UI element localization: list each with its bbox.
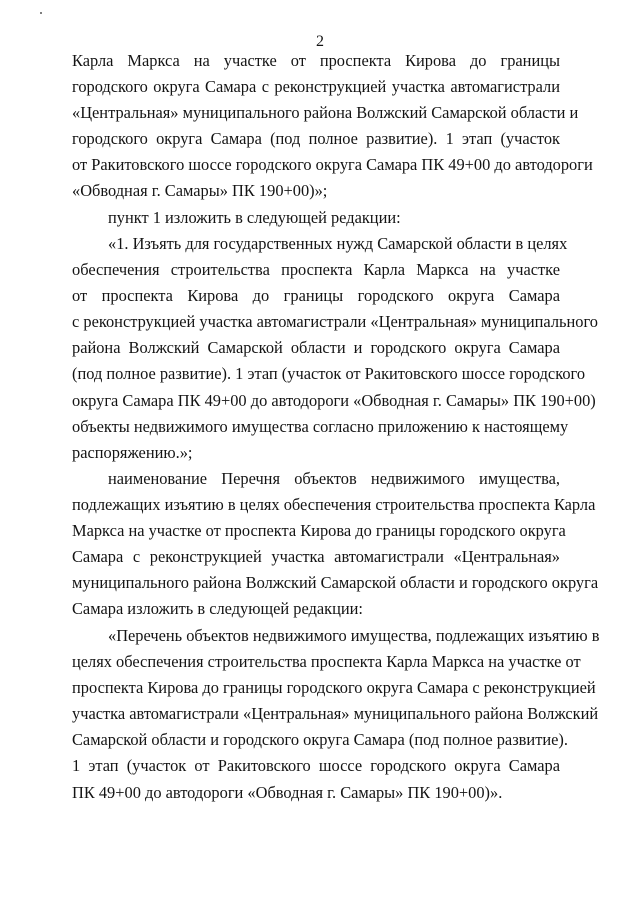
page-number: 2	[316, 33, 324, 50]
text-line: округа Самара ПК 49+00 до автодороги «Обводная г. Самары» ПК 190+00)	[72, 390, 596, 410]
text-line: от проспекта Кирова до границы городского округа Самара	[72, 286, 560, 306]
text-line: (под полное развитие). 1 этап (участок от Ракитовского шоссе городского	[72, 364, 586, 384]
text-line: муниципального района Волжский Самарской области и городского округа	[72, 573, 599, 593]
text-line: целях обеспечения строительства проспекта Карла Маркса на участке от	[72, 652, 581, 672]
text-line: района Волжский Самарской области и городского округа Самара	[72, 338, 560, 358]
text-line: наименование Перечня объектов недвижимого имущества,	[108, 469, 560, 488]
text-line: обеспечения строительства проспекта Карла Маркса на участке	[72, 260, 560, 280]
text-line: 1 этап (участок от Ракитовского шоссе городского округа Самара	[72, 756, 560, 776]
text-line: проспекта Кирова до границы городского округа Самара с реконструкцией	[72, 678, 596, 698]
text-line: Самара с реконструкцией участка автомагистрали «Центральная»	[72, 547, 560, 567]
text-line: Самара изложить в следующей редакции:	[72, 599, 363, 619]
text-line: ПК 49+00 до автодороги «Обводная г. Самары» ПК 190+00)».	[72, 782, 503, 802]
text-line: Карла Маркса на участке от проспекта Кирова до границы	[72, 51, 560, 70]
text-line: от Ракитовского шоссе городского округа Самара ПК 49+00 до автодороги	[72, 155, 593, 175]
text-line: объекты недвижимого имущества согласно приложению к настоящему	[72, 416, 569, 436]
text-line: «Центральная» муниципального района Волжский Самарской области и	[72, 103, 579, 123]
scan-speck	[40, 12, 42, 14]
text-line: подлежащих изъятию в целях обеспечения строительства проспекта Карла	[72, 495, 596, 515]
text-line: с реконструкцией участка автомагистрали «Центральная» муниципального	[72, 312, 598, 332]
text-line: Самарской области и городского округа Самара (под полное развитие).	[72, 730, 568, 750]
text-line: «Обводная г. Самары» ПК 190+00)»;	[72, 181, 328, 201]
text-line: городского округа Самара (под полное развитие). 1 этап (участок	[72, 129, 560, 149]
text-line: городского округа Самара с реконструкцией участка автомагистрали	[72, 77, 560, 97]
paragraph	[72, 231, 598, 466]
text-line: пункт 1 изложить в следующей редакции:	[108, 208, 401, 227]
text-line: «1. Изъять для государственных нужд Самарской области в целях	[108, 234, 568, 253]
text-line: Маркса на участке от проспекта Кирова до границы городского округа	[72, 521, 566, 541]
paragraph	[72, 48, 593, 205]
text-line: «Перечень объектов недвижимого имущества, подлежащих изъятию в	[108, 626, 600, 645]
text-line: участка автомагистрали «Центральная» муниципального района Волжский	[72, 704, 599, 724]
paragraph	[72, 466, 599, 623]
paragraph	[72, 205, 560, 231]
text-line: распоряжению.»;	[72, 442, 193, 462]
paragraph	[72, 623, 600, 806]
